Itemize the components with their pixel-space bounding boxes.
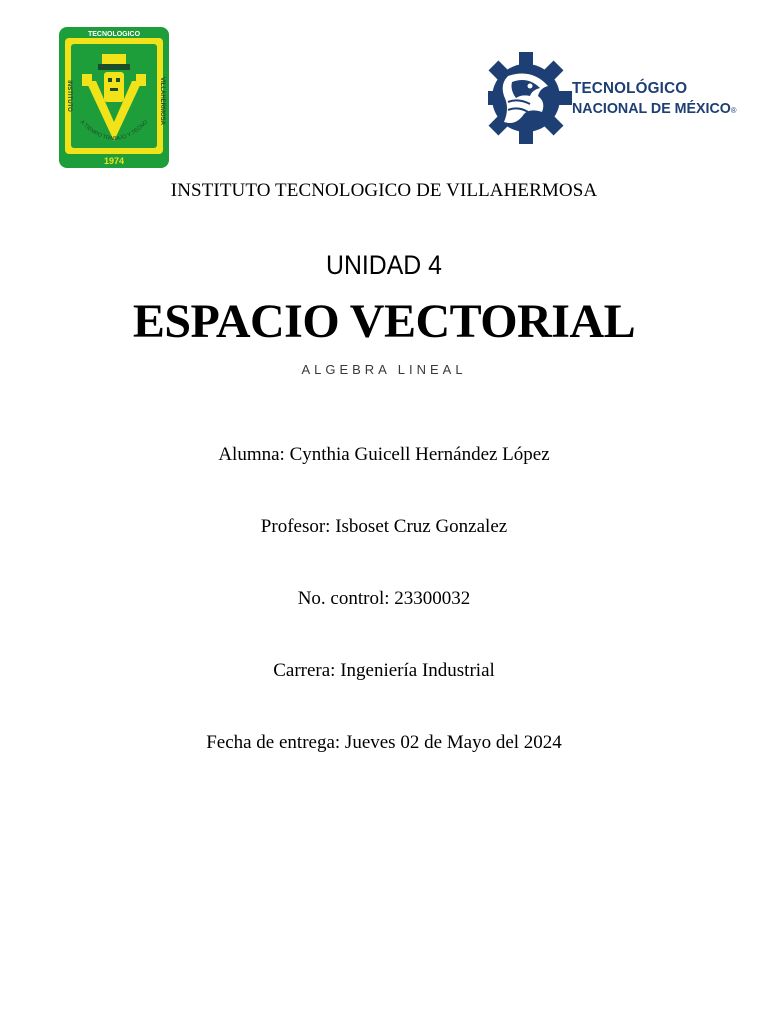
student-name: Alumna: Cynthia Guicell Hernández López — [218, 444, 550, 465]
svg-text:1974: 1974 — [103, 156, 125, 166]
svg-text:TIERRA TIEMPO TRABAJO Y TECNOL: A TIEMPO TRABAJO Y TECNO — [78, 119, 150, 143]
delivery-date: Fecha de entrega: Jueves 02 de Mayo del 2024 — [206, 732, 562, 753]
teacher-name: Profesor: Isboset Cruz Gonzalez — [260, 516, 508, 537]
svg-text:TECNOLOGICO: TECNOLOGICO — [87, 31, 141, 38]
unit-heading: UNIDAD 4 — [326, 250, 442, 280]
control-number: No. control: 23300032 — [297, 588, 471, 609]
svg-text:VILLAHERMOSA: VILLAHERMOSA — [159, 77, 165, 125]
institution-name: INSTITUTO TECNOLOGICO DE VILLAHERMOSA — [170, 180, 598, 201]
document-title: ESPACIO VECTORIAL — [132, 295, 636, 348]
tecnm-line2: NACIONAL DE MÉXICO — [572, 100, 731, 117]
subject-subtitle: ALGEBRA LINEAL — [301, 362, 467, 377]
itvh-seal-icon — [58, 26, 170, 169]
tecnm-line1: TECNOLÓGICO — [572, 80, 688, 97]
itvh-seal-logo — [58, 26, 170, 169]
tecnm-logo — [488, 42, 740, 154]
career: Carrera: Ingeniería Industrial — [273, 660, 495, 681]
svg-text:INSTITUTO: INSTITUTO — [66, 80, 72, 112]
registered-mark: ® — [730, 106, 737, 115]
